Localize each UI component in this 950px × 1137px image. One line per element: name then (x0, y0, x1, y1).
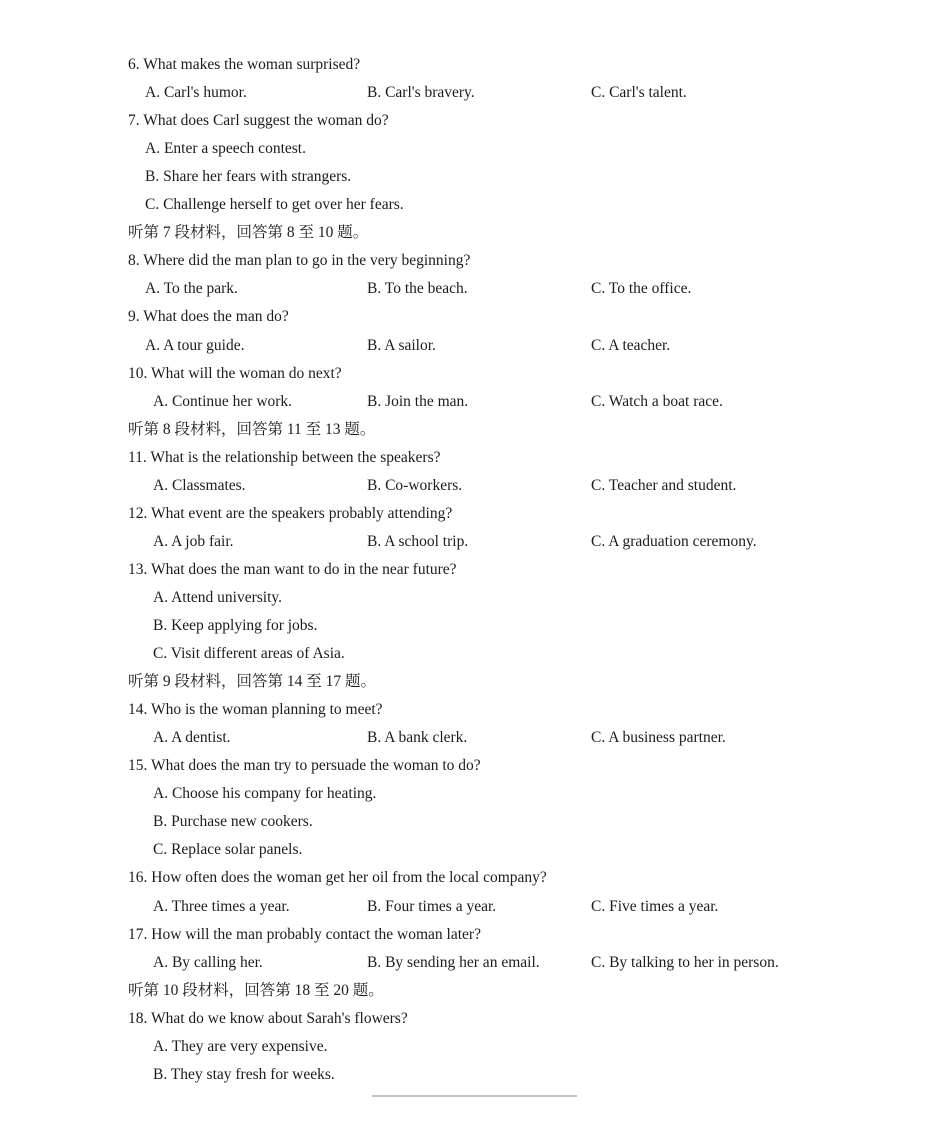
option-line: A. Enter a speech contest. (145, 140, 306, 157)
question-text: 13. What does the man want to do in the near future? (128, 561, 457, 578)
option-c: C. Carl's talent. (591, 84, 687, 101)
option-a: A. By calling her. (153, 954, 263, 971)
option-c: C. By talking to her in person. (591, 954, 779, 971)
question-text: 16. How often does the woman get her oil from the local company? (128, 869, 547, 886)
option-line: A. Choose his company for heating. (153, 785, 377, 802)
question-text: 18. What do we know about Sarah's flowers? (128, 1010, 408, 1027)
option-b: B. Co-workers. (367, 477, 463, 494)
option-b: B. Join the man. (367, 393, 469, 410)
option-line: C. Visit different areas of Asia. (153, 645, 345, 662)
option-line: B. They stay fresh for weeks. (153, 1066, 335, 1083)
option-c: C. A teacher. (591, 337, 671, 354)
option-a: A. A dentist. (153, 729, 231, 746)
section-instruction: 听第 7 段材料，回答第 8 至 10 题。 (128, 224, 369, 241)
option-b: B. To the beach. (367, 280, 468, 297)
option-line: A. They are very expensive. (153, 1038, 328, 1055)
option-b: B. Four times a year. (367, 898, 497, 915)
option-line: C. Challenge herself to get over her fears. (145, 196, 404, 213)
option-a: A. Three times a year. (153, 898, 290, 915)
question-text: 11. What is the relationship between the speakers? (128, 449, 441, 466)
question-text: 10. What will the woman do next? (128, 365, 342, 382)
option-line: B. Purchase new cookers. (153, 813, 313, 830)
question-text: 9. What does the man do? (128, 308, 289, 325)
option-a: A. Continue her work. (153, 393, 293, 410)
option-c: C. Watch a boat race. (591, 393, 723, 410)
question-text: 17. How will the man probably contact the woman later? (128, 926, 481, 943)
option-a: A. Classmates. (153, 477, 246, 494)
option-a: A. Carl's humor. (145, 84, 247, 101)
option-a: A. A tour guide. (145, 337, 245, 354)
question-text: 6. What makes the woman surprised? (128, 56, 361, 73)
option-c: C. Five times a year. (591, 898, 719, 915)
option-line: C. Replace solar panels. (153, 841, 303, 858)
section-instruction: 听第 9 段材料，回答第 14 至 17 题。 (128, 673, 377, 690)
question-text: 15. What does the man try to persuade the woman to do? (128, 757, 481, 774)
question-text: 14. Who is the woman planning to meet? (128, 701, 383, 718)
question-text: 8. Where did the man plan to go in the very beginning? (128, 252, 471, 269)
section-instruction: 听第 10 段材料，回答第 18 至 20 题。 (128, 982, 384, 999)
option-b: B. A school trip. (367, 533, 469, 550)
question-text: 7. What does Carl suggest the woman do? (128, 112, 389, 129)
option-a: A. A job fair. (153, 533, 234, 550)
option-a: A. To the park. (145, 280, 238, 297)
page-footer-mark (372, 1095, 577, 1101)
option-b: B. A bank clerk. (367, 729, 468, 746)
option-b: B. A sailor. (367, 337, 436, 354)
question-text: 12. What event are the speakers probably attending? (128, 505, 453, 522)
option-b: B. Carl's bravery. (367, 84, 475, 101)
option-line: B. Share her fears with strangers. (145, 168, 352, 185)
option-c: C. Teacher and student. (591, 477, 737, 494)
option-line: B. Keep applying for jobs. (153, 617, 318, 634)
option-c: C. A graduation ceremony. (591, 533, 757, 550)
section-instruction: 听第 8 段材料，回答第 11 至 13 题。 (128, 421, 376, 438)
option-line: A. Attend university. (153, 589, 283, 606)
option-c: C. A business partner. (591, 729, 726, 746)
option-c: C. To the office. (591, 280, 692, 297)
option-b: B. By sending her an email. (367, 954, 540, 971)
